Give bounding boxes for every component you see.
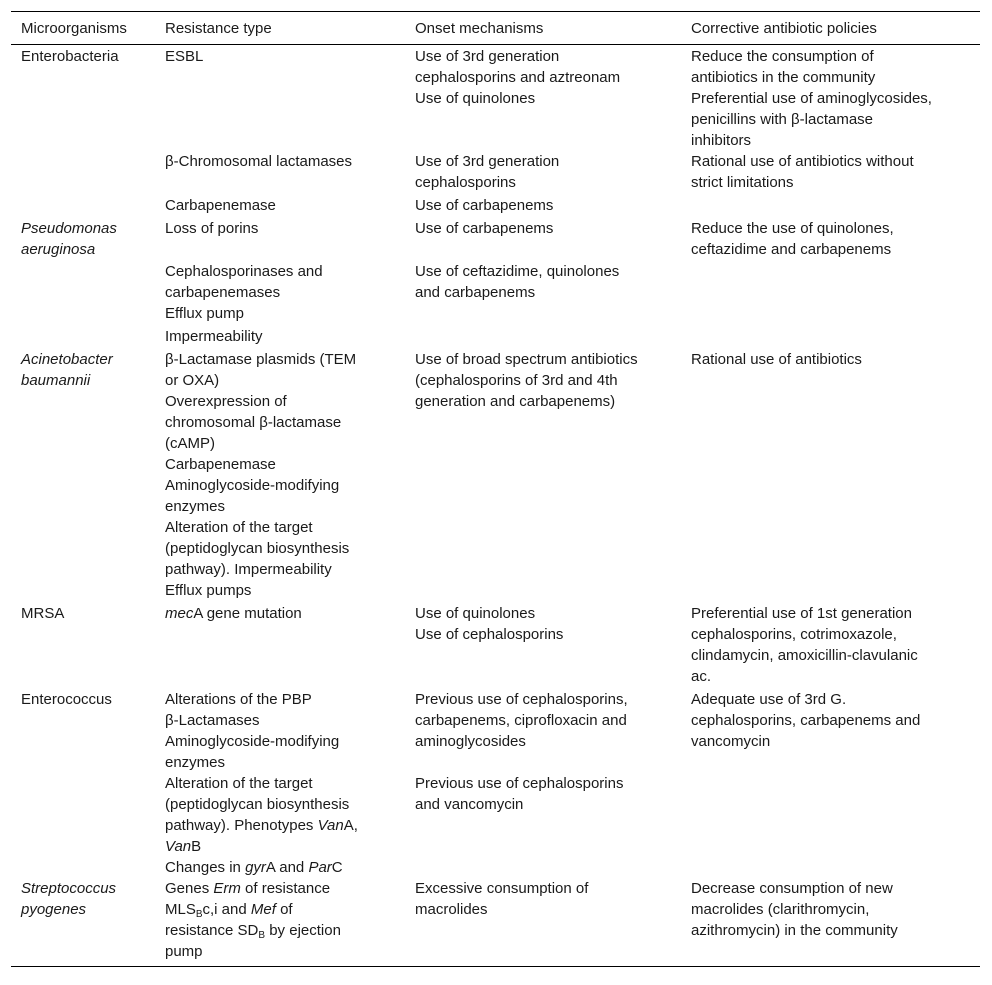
organism-cell: Pseudomonas aeruginosa [21,220,117,258]
onset-cell: Use of carbapenems [415,197,554,214]
table-header [11,12,980,45]
resistance-cell: β-Chromosomal lactamases [165,153,353,170]
policy-cell: Reduce the use of quinolones, ceftazidime and carbapenems [691,220,894,258]
table-row [11,218,980,260]
policy-cell: Reduce the consumption of antibiotics in the community Preferential use of aminoglycosides, penicillins with β-lactamase inhibitors [691,48,932,149]
policy-cell: Preferential use of 1st generation cephalosporins, cotrimoxazole, clindamycin, amoxicillin-clavulanic ac. [691,605,918,685]
table-row [11,603,980,687]
resistance-cell: Carbapenemase [165,197,276,214]
onset-cell: Previous use of cephalosporins and vancomycin [415,775,624,813]
onset-cell: Use of broad spectrum antibiotics (cephalosporins of 3rd and 4th generation and carbapenems) [415,351,638,410]
table-row [11,326,980,347]
resistance-cell: β-Lactamase plasmids (TEM or OXA) Overexpression of chromosomal β-lactamase (cAMP) Carbapenemase Aminoglycoside-modifying enzymes Alteration of the target (peptidoglycan biosynthesis pathway). Impermeability Efflux pumps [165,351,357,599]
policy-cell: Rational use of antibiotics [691,351,862,368]
policy-cell: Adequate use of 3rd G. cephalosporins, carbapenems and vancomycin [691,691,921,750]
onset-cell: Excessive consumption of macrolides [415,880,589,918]
resistance-cell: Alteration of the target (peptidoglycan biosynthesis pathway). Phenotypes VanA, VanB [165,775,358,855]
table-row [11,261,980,324]
policy-cell: Rational use of antibiotics without strict limitations [691,153,914,191]
table-row [11,773,980,857]
onset-cell: Use of 3rd generation cephalosporins [415,153,560,191]
table-row [11,151,980,193]
table-row [11,195,980,216]
resistance-cell: ESBL [165,48,204,65]
resistance-table [11,11,980,967]
onset-cell: Use of 3rd generation cephalosporins and aztreonam Use of quinolones [415,48,621,107]
table-row [11,349,980,601]
table-row [11,857,980,878]
organism-cell: Enterococcus [21,691,112,708]
onset-cell: Previous use of cephalosporins, carbapenems, ciprofloxacin and aminoglycosides [415,691,628,750]
resistance-cell: Genes Erm of resistance $MLS_Bc,i$ and Mef of resistance $SD_B$ by ejection pump [165,880,341,960]
onset-cell: Use of quinolones Use of cephalosporins [415,605,564,643]
resistance-cell: Loss of porins [165,220,259,237]
onset-cell: Use of ceftazidime, quinolones and carbapenems [415,263,620,301]
table-row [11,878,980,962]
resistance-cell: Cephalosporinases and carbapenemases Efflux pump [165,263,323,322]
organism-cell: Acinetobacter baumannii [21,351,113,389]
onset-cell: Use of carbapenems [415,220,554,237]
organism-cell: Streptococcus pyogenes [21,880,117,918]
policy-cell: Decrease consumption of new macrolides (clarithromycin, azithromycin) in the community [691,880,898,939]
organism-cell: MRSA [21,605,65,622]
header-microorganisms: Microorganisms [21,19,127,37]
table-row [11,45,980,151]
table-row [11,689,980,773]
resistance-cell: Impermeability [165,328,263,345]
resistance-cell: mecA gene mutation [165,605,302,622]
organism-cell: Enterobacteria [21,48,119,65]
resistance-cell: Changes in gyrA and ParC [165,859,343,876]
header-onset-mechanisms: Onset mechanisms [415,19,544,37]
resistance-cell: Alterations of the PBP β-Lactamases Aminoglycoside-modifying enzymes [165,691,340,771]
header-resistance-type: Resistance type [165,19,272,37]
header-corrective-policies: Corrective antibiotic policies [691,19,877,37]
